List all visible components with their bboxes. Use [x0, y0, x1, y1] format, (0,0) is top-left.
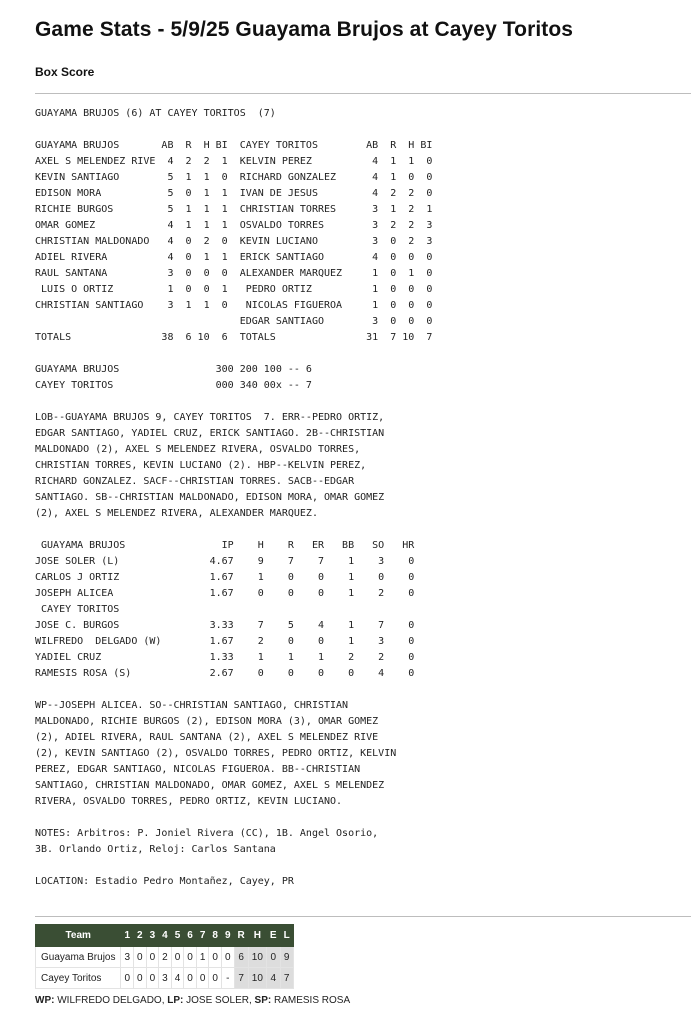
box-score-text	[35, 106, 432, 890]
box-text-line: YADIEL CRUZ 1.33 1 1 1 2 2 0	[35, 652, 415, 663]
box-text-line: GUAYAMA BRUJOS 300 200 100 -- 6	[35, 364, 312, 375]
box-text-line: WP--JOSEPH ALICEA. SO--CHRISTIAN SANTIAGO, CHRISTIAN	[35, 700, 349, 711]
box-text-line: LOCATION: Estadio Pedro Montañez, Cayey, PR	[35, 876, 294, 887]
inning-score: -	[221, 968, 234, 989]
box-text-line: MALDONADO, RICHIE BURGOS (2), EDISON MORA (3), OMAR GOMEZ	[35, 716, 379, 727]
box-text-line: EDISON MORA 5 0 1 1 IVAN DE JESUS 4 2 2 0	[35, 188, 433, 199]
box-text-line: LOB--GUAYAMA BRUJOS 9, CAYEY TORITOS 7. ERR--PEDRO ORTIZ,	[35, 412, 385, 423]
wp-label: WP:	[35, 995, 55, 1006]
linescore-header-r: R	[234, 925, 248, 947]
save-pitcher: RAMESIS ROSA	[273, 995, 351, 1006]
box-text-line: (2), AXEL S MELENDEZ RIVERA, ALEXANDER MARQUEZ.	[35, 508, 318, 519]
box-text-line	[35, 394, 432, 410]
box-text-line: JOSE SOLER (L) 4.67 9 7 7 1 3 0	[35, 556, 415, 567]
total-score: 7	[280, 968, 293, 989]
linescore-row	[36, 947, 294, 968]
box-text-line: CHRISTIAN SANTIAGO 3 1 1 0 NICOLAS FIGUEROA 1 0 0 0	[35, 300, 433, 311]
inning-score: 0	[209, 947, 222, 968]
pitching-decisions: WP: WILFREDO DELGADO, LP: JOSE SOLER, SP: RAMESIS ROSA	[35, 995, 351, 1006]
linescore-team-name: Cayey Toritos	[36, 968, 121, 989]
inning-score: 0	[184, 947, 197, 968]
linescore-header-7: 7	[196, 925, 209, 947]
box-text-line: GUAYAMA BRUJOS IP H R ER BB SO HR	[35, 540, 415, 551]
box-score-heading: Box Score	[35, 65, 95, 79]
sp-label: SP:	[254, 995, 272, 1006]
linescore-header-row	[36, 925, 294, 947]
box-text-line: EDGAR SANTIAGO, YADIEL CRUZ, ERICK SANTIAGO. 2B--CHRISTIAN	[35, 428, 385, 439]
box-text-line: CHRISTIAN MALDONADO 4 0 2 0 KEVIN LUCIANO 3 0 2 3	[35, 236, 433, 247]
linescore-header-1: 1	[121, 925, 134, 947]
box-text-line: NOTES: Arbitros: P. Joniel Rivera (CC), 1B. Angel Osorio,	[35, 828, 379, 839]
box-text-line: RIVERA, OSVALDO TORRES, PEDRO ORTIZ, KEVIN LUCIANO.	[35, 796, 343, 807]
box-text-line: OMAR GOMEZ 4 1 1 1 OSVALDO TORRES 3 2 2 3	[35, 220, 433, 231]
inning-score: 0	[221, 947, 234, 968]
inning-score: 0	[171, 947, 184, 968]
linescore-header-5: 5	[171, 925, 184, 947]
box-text-line: 3B. Orlando Ortiz, Reloj: Carlos Santana	[35, 844, 276, 855]
linescore-header-e: E	[266, 925, 280, 947]
linescore-header-2: 2	[134, 925, 147, 947]
linescore-header-8: 8	[209, 925, 222, 947]
inning-score: 4	[171, 968, 184, 989]
box-text-line: TOTALS 38 6 10 6 TOTALS 31 7 10 7	[35, 332, 433, 343]
inning-score: 0	[134, 947, 147, 968]
box-text-line: CAYEY TORITOS 000 340 00x -- 7	[35, 380, 312, 391]
linescore-header-4: 4	[159, 925, 172, 947]
box-text-line: KEVIN SANTIAGO 5 1 1 0 RICHARD GONZALEZ 4 1 0 0	[35, 172, 433, 183]
linescore-table	[35, 924, 294, 989]
box-text-line: RAMESIS ROSA (S) 2.67 0 0 0 0 4 0	[35, 668, 415, 679]
total-score: 9	[280, 947, 293, 968]
box-text-line: JOSEPH ALICEA 1.67 0 0 0 1 2 0	[35, 588, 415, 599]
box-text-line: AXEL S MELENDEZ RIVE 4 2 2 1 KELVIN PEREZ 4 1 1 0	[35, 156, 433, 167]
box-text-line: RAUL SANTANA 3 0 0 0 ALEXANDER MARQUEZ 1 0 1 0	[35, 268, 433, 279]
box-text-line: SANTIAGO, CHRISTIAN MALDONADO, OMAR GOMEZ, AXEL S MELENDEZ	[35, 780, 385, 791]
inning-score: 0	[209, 968, 222, 989]
inning-score: 0	[146, 947, 159, 968]
inning-score: 1	[196, 947, 209, 968]
box-text-line: RICHARD GONZALEZ. SACF--CHRISTIAN TORRES. SACB--EDGAR	[35, 476, 355, 487]
inning-score: 0	[184, 968, 197, 989]
page-title: Game Stats - 5/9/25 Guayama Brujos at Cayey Toritos	[35, 18, 574, 41]
box-text-line: (2), ADIEL RIVERA, RAUL SANTANA (2), AXEL S MELENDEZ RIVE	[35, 732, 379, 743]
box-text-line	[35, 810, 432, 826]
box-text-line: ADIEL RIVERA 4 0 1 1 ERICK SANTIAGO 4 0 0 0	[35, 252, 433, 263]
box-text-line: SANTIAGO. SB--CHRISTIAN MALDONADO, EDISON MORA, OMAR GOMEZ	[35, 492, 385, 503]
inning-score: 0	[146, 968, 159, 989]
box-text-line	[35, 122, 432, 138]
box-text-line: RICHIE BURGOS 5 1 1 1 CHRISTIAN TORRES 3 1 2 1	[35, 204, 433, 215]
box-text-line	[35, 522, 432, 538]
box-text-line: CAYEY TORITOS	[35, 604, 120, 615]
total-score: 0	[266, 947, 280, 968]
box-text-line: PEREZ, EDGAR SANTIAGO, NICOLAS FIGUEROA. BB--CHRISTIAN	[35, 764, 361, 775]
total-score: 4	[266, 968, 280, 989]
box-text-line: CHRISTIAN TORRES, KEVIN LUCIANO (2). HBP--KELVIN PEREZ,	[35, 460, 367, 471]
linescore-header-9: 9	[221, 925, 234, 947]
box-text-line: WILFREDO DELGADO (W) 1.67 2 0 0 1 3 0	[35, 636, 415, 647]
inning-score: 0	[121, 968, 134, 989]
box-text-line: GUAYAMA BRUJOS (6) AT CAYEY TORITOS (7)	[35, 108, 276, 119]
box-text-line: GUAYAMA BRUJOS AB R H BI CAYEY TORITOS AB R H BI	[35, 140, 433, 151]
losing-pitcher: JOSE SOLER	[186, 995, 249, 1006]
inning-score: 0	[134, 968, 147, 989]
linescore-header-h: H	[248, 925, 266, 947]
box-text-line: EDGAR SANTIAGO 3 0 0 0	[35, 316, 433, 327]
linescore-header-l: L	[280, 925, 293, 947]
total-score: 10	[248, 968, 266, 989]
box-text-line	[35, 346, 432, 362]
linescore-header-team: Team	[36, 925, 121, 947]
total-score: 6	[234, 947, 248, 968]
winning-pitcher: WILFREDO DELGADO	[57, 995, 162, 1006]
inning-score: 2	[159, 947, 172, 968]
box-text-line: LUIS O ORTIZ 1 0 0 1 PEDRO ORTIZ 1 0 0 0	[35, 284, 433, 295]
box-text-line	[35, 682, 432, 698]
lp-label: LP:	[167, 995, 184, 1006]
total-score: 10	[248, 947, 266, 968]
linescore-team-name: Guayama Brujos	[36, 947, 121, 968]
divider-top	[35, 93, 691, 94]
box-text-line	[35, 858, 432, 874]
box-text-line: CARLOS J ORTIZ 1.67 1 0 0 1 0 0	[35, 572, 415, 583]
linescore-header-3: 3	[146, 925, 159, 947]
inning-score: 3	[121, 947, 134, 968]
divider-bottom	[35, 916, 691, 917]
box-text-line: JOSE C. BURGOS 3.33 7 5 4 1 7 0	[35, 620, 415, 631]
inning-score: 0	[196, 968, 209, 989]
box-text-line: (2), KEVIN SANTIAGO (2), OSVALDO TORRES, PEDRO ORTIZ, KELVIN	[35, 748, 397, 759]
linescore-header-6: 6	[184, 925, 197, 947]
total-score: 7	[234, 968, 248, 989]
linescore-row	[36, 968, 294, 989]
box-text-line: MALDONADO (2), AXEL S MELENDEZ RIVERA, OSVALDO TORRES,	[35, 444, 361, 455]
inning-score: 3	[159, 968, 172, 989]
